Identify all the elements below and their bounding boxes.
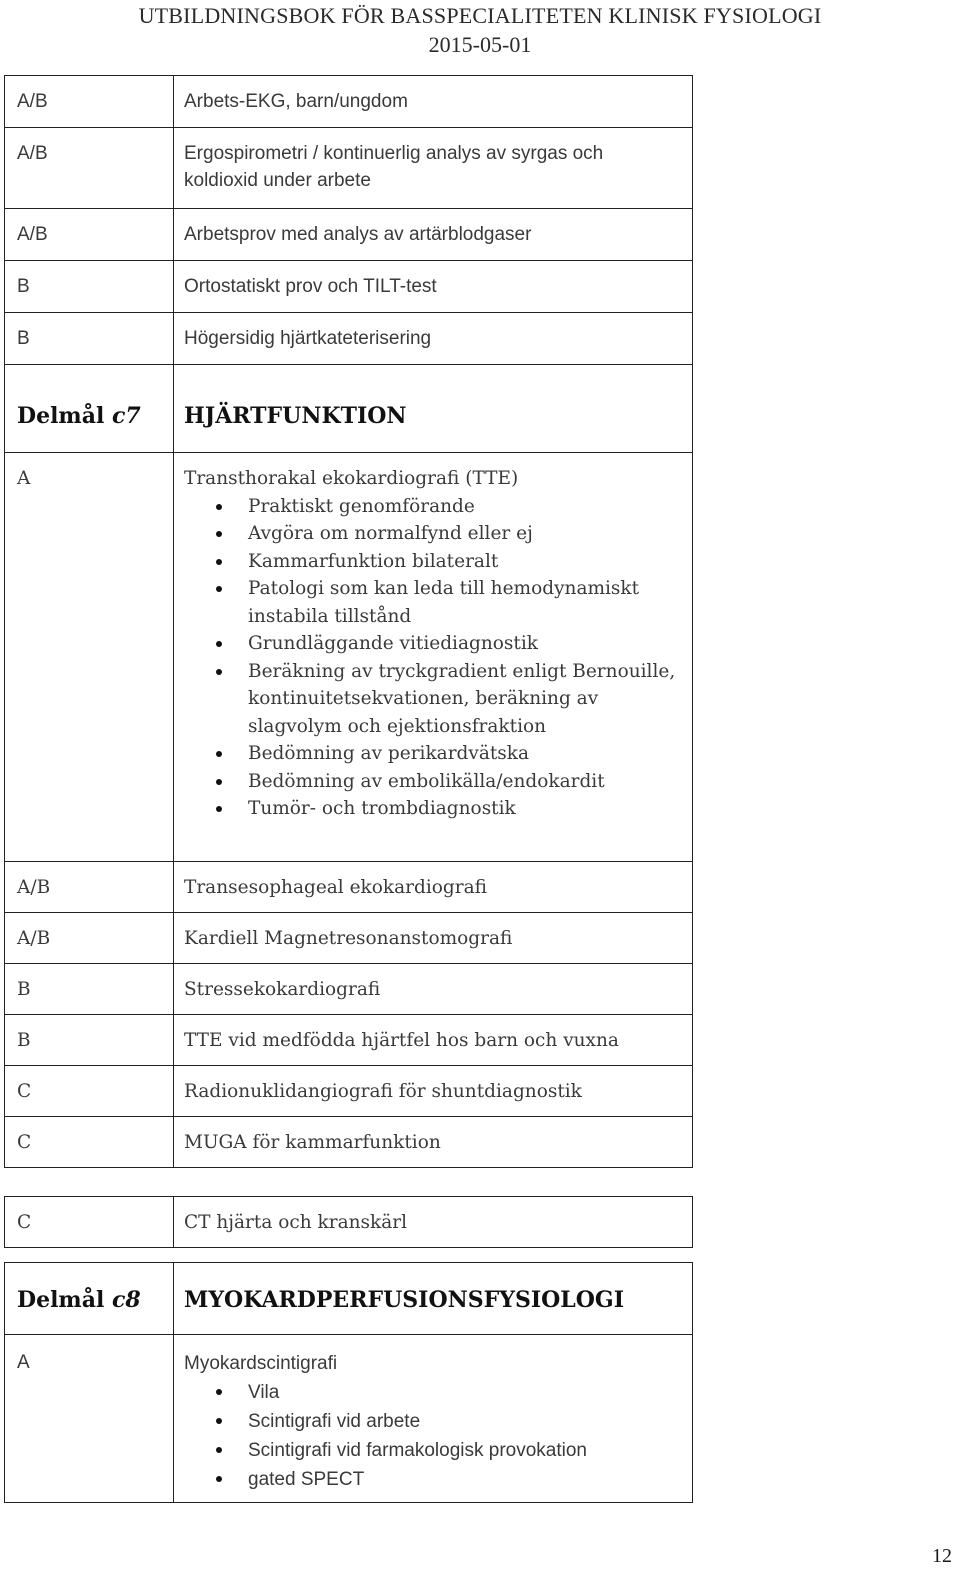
item-cell: MUGA för kammarfunktion — [174, 1117, 693, 1168]
level-cell: A — [5, 453, 174, 862]
table-row — [5, 1066, 693, 1117]
list-item: Bedömning av perikardvätska — [248, 740, 692, 768]
table-row — [5, 76, 693, 128]
level-cell: A/B — [5, 209, 174, 261]
list-item: Patologi som kan leda till hemodynamiskt instabila tillstånd — [248, 575, 692, 630]
tte-bullet-list — [174, 493, 692, 823]
item-cell: CT hjärta och kranskärl — [174, 1197, 693, 1248]
list-item: Kammarfunktion bilateralt — [248, 548, 692, 576]
level-cell: B — [5, 1015, 174, 1066]
table-row — [5, 1197, 693, 1248]
level-cell: B — [5, 964, 174, 1015]
level-cell: C — [5, 1066, 174, 1117]
level-cell: B — [5, 313, 174, 365]
item-cell: Kardiell Magnetresonanstomografi — [174, 913, 693, 964]
table-row — [5, 1015, 693, 1066]
scintigraphy-bullet-list — [174, 1378, 692, 1494]
table-row — [5, 862, 693, 913]
level-cell: A/B — [5, 76, 174, 128]
list-item: Beräkning av tryckgradient enligt Bernouille, kontinuitetsekvationen, beräkning av slagvolym och ejektionsfraktion — [248, 658, 692, 741]
section-heading: HJÄRTFUNKTION — [174, 365, 693, 453]
section-heading-row — [5, 1263, 693, 1335]
level-cell: A/B — [5, 862, 174, 913]
item-cell: Arbets-EKG, barn/ungdom — [174, 76, 693, 128]
list-item: Tumör- och trombdiagnostik — [248, 795, 692, 823]
table-c7 — [4, 364, 693, 1168]
page-header-date: 2015-05-01 — [428, 32, 532, 57]
item-cell: Arbetsprov med analys av artärblodgaser — [174, 209, 693, 261]
list-item: Grundläggande vitiediagnostik — [248, 630, 692, 658]
level-cell: A/B — [5, 128, 174, 209]
level-cell: C — [5, 1197, 174, 1248]
table-row — [5, 1335, 693, 1503]
level-cell: C — [5, 1117, 174, 1168]
item-cell: Myokardscintigrafi Vila Scintigrafi vid arbete Scintigrafi vid farmakologisk provokation gated SPECT — [174, 1335, 693, 1503]
page-header-title: UTBILDNINGSBOK FÖR BASSPECIALITETEN KLINISK FYSIOLOGI — [138, 3, 822, 28]
item-cell: TTE vid medfödda hjärtfel hos barn och vuxna — [174, 1015, 693, 1066]
table-row — [5, 1117, 693, 1168]
table-row — [5, 453, 693, 862]
section-label: Delmål c7 — [5, 365, 174, 453]
table-row — [5, 128, 693, 209]
level-cell: A/B — [5, 913, 174, 964]
table-row — [5, 964, 693, 1015]
table-ct — [4, 1196, 693, 1248]
section-label: Delmål c8 — [5, 1263, 174, 1335]
list-item: Vila — [248, 1378, 692, 1407]
item-cell: Stressekokardiografi — [174, 964, 693, 1015]
item-cell: Radionuklidangiografi för shuntdiagnostik — [174, 1066, 693, 1117]
list-item: Scintigrafi vid arbete — [248, 1407, 692, 1436]
table-c8 — [4, 1262, 693, 1503]
item-cell: Ergospirometri / kontinuerlig analys av syrgas och koldioxid under arbete — [174, 128, 693, 209]
list-item: gated SPECT — [248, 1465, 692, 1494]
list-item: Avgöra om normalfynd eller ej — [248, 520, 692, 548]
item-cell: Ortostatiskt prov och TILT-test — [174, 261, 693, 313]
page-number: 12 — [932, 1545, 952, 1567]
item-cell: Högersidig hjärtkateterisering — [174, 313, 693, 365]
item-cell: Transesophageal ekokardiografi — [174, 862, 693, 913]
table-row — [5, 209, 693, 261]
section-heading: MYOKARDPERFUSIONSFYSIOLOGI — [174, 1263, 693, 1335]
list-item: Praktiskt genomförande — [248, 493, 692, 521]
section-heading-row — [5, 365, 693, 453]
list-item: Bedömning av embolikälla/endokardit — [248, 768, 692, 796]
level-cell: B — [5, 261, 174, 313]
table-row — [5, 313, 693, 365]
item-cell: Transthorakal ekokardiografi (TTE) Praktiskt genomförande Avgöra om normalfynd eller ej Kammarfunktion bilateralt Patologi som kan leda till hemodynamiskt instabila tillstånd Grundläggande vitiediagnostik Beräkning av tryckgradient enligt Bernouille, kontinuitetsekvationen, beräkning av slagvolym och ejektionsfraktion Bedömning av perikardvätska Bedömning av embolikälla/endokardit Tumör- och trombdiagnostik — [174, 453, 693, 862]
table-row — [5, 913, 693, 964]
table-upper — [4, 75, 693, 365]
table-row — [5, 261, 693, 313]
level-cell: A — [5, 1335, 174, 1503]
list-item: Scintigrafi vid farmakologisk provokation — [248, 1436, 692, 1465]
